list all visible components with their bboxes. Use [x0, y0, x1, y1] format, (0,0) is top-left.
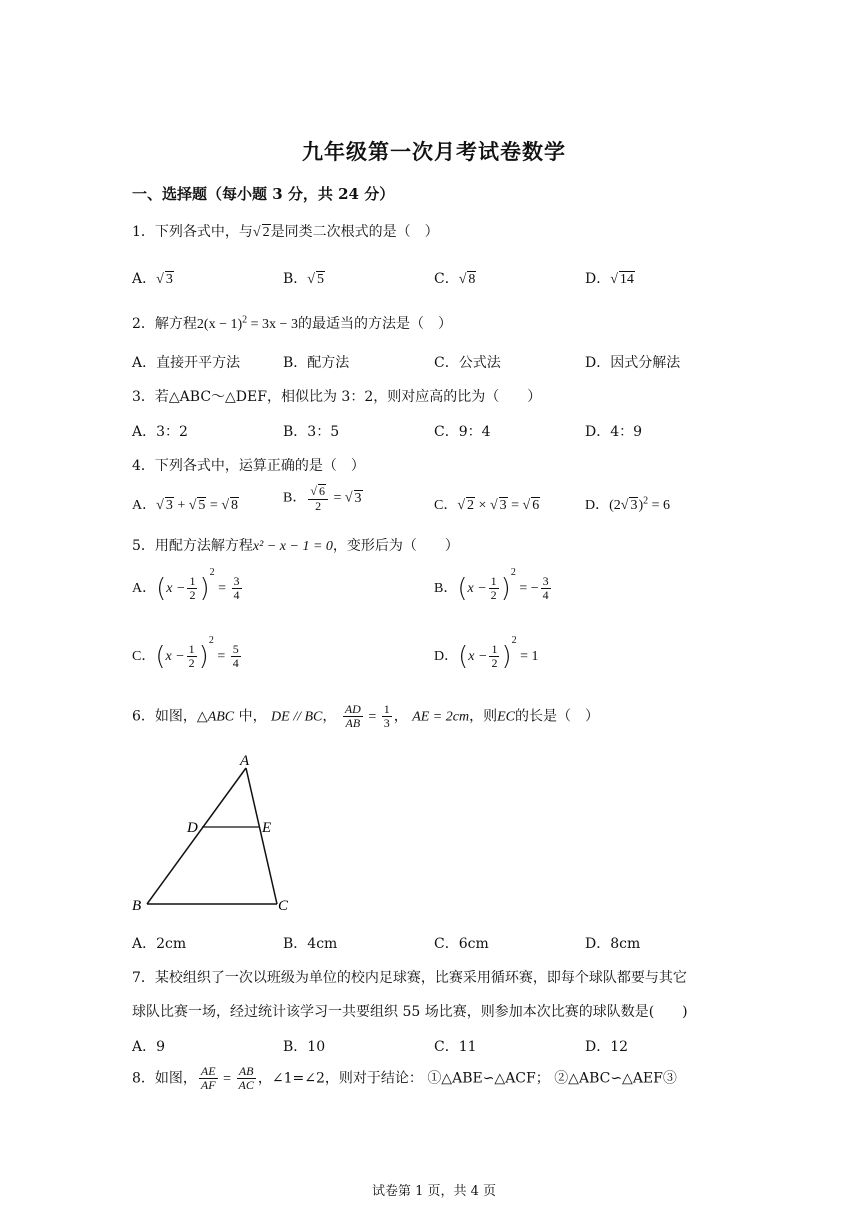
q6-parallel: DE // BC: [271, 709, 323, 725]
q8-stem-pre: 8．如图，: [132, 1070, 197, 1087]
question-6-stem: [132, 703, 599, 730]
q6-triangle: △ABC: [196, 709, 235, 725]
q5-c-var: x −: [165, 648, 185, 664]
q6-option-b-text: 4cm: [307, 936, 338, 952]
q2-option-a-text: 直接开平方法: [156, 355, 241, 371]
q4-d-rhs: = 6: [648, 498, 671, 513]
q7-option-d[interactable]: [585, 1036, 628, 1056]
q3-option-b[interactable]: [283, 421, 339, 441]
q4-a-r1: 3: [165, 498, 173, 513]
q6-option-b[interactable]: [283, 933, 337, 953]
q3-option-a[interactable]: [132, 421, 188, 441]
q5-c-exp: 2: [208, 635, 214, 646]
q4-c-eq: =: [507, 498, 523, 513]
q3-option-d-text: 4：9: [610, 424, 643, 440]
q8-angles: ，∠1=∠2，则对于结论：: [257, 1070, 423, 1087]
question-7-line2: 球队比赛一场，经过统计该学习一共要组织 55 场比赛，则参加本次比赛的球队数是( ): [132, 1004, 688, 1020]
q6-option-c[interactable]: [434, 933, 489, 953]
q6-val-num: 1: [383, 702, 390, 716]
q1-stem-post: 是同类二次根式的是（ ）: [270, 224, 439, 240]
q5-option-d-label: D．: [434, 648, 459, 664]
q4-option-c-label: C．: [434, 498, 458, 513]
q2-option-c[interactable]: [434, 352, 501, 372]
q8-eq: =: [219, 1071, 235, 1087]
q2-option-b-label: B．: [283, 355, 308, 371]
q8-f1-num: AE: [200, 1064, 216, 1078]
q4-a-op: +: [173, 498, 189, 513]
q5-option-c[interactable]: C．(x − $\frac{1}{2}$ )$^2$ = $\frac{5}{4}$: [132, 635, 239, 672]
q8-f1-den: AF: [200, 1078, 216, 1093]
q5-b-rhs-den: 4: [542, 588, 549, 603]
q7-option-d-label: D．: [585, 1039, 611, 1055]
q6-option-d-label: D．: [585, 936, 611, 952]
q2-option-c-label: C．: [434, 355, 459, 371]
q7-option-c[interactable]: [434, 1036, 477, 1056]
q6-option-a-text: 2cm: [156, 936, 187, 952]
q6-option-d-text: 8cm: [610, 936, 641, 952]
q3-option-d[interactable]: [585, 421, 642, 441]
q3-option-a-label: A．: [132, 424, 157, 440]
q2-option-a-label: A．: [132, 355, 157, 371]
q5-a-rhs-den: 4: [233, 588, 240, 603]
q1-stem-radicand: 2: [262, 225, 270, 240]
q5-b-eq: =: [515, 580, 531, 596]
q2-option-d-label: D．: [585, 355, 611, 371]
q4-c-r3: 6: [532, 498, 540, 513]
q1-option-c-value: 8: [468, 272, 476, 287]
q3-option-c-label: C．: [434, 424, 459, 440]
label-a: A: [240, 753, 250, 769]
q5-c-eq: =: [213, 648, 229, 664]
q6-mid1: 中，: [234, 708, 272, 725]
q5-b-var: x −: [467, 580, 487, 596]
q5-b-inner-num: 1: [490, 574, 497, 588]
q4-d-pre: (2: [609, 498, 621, 513]
q7-option-b-text: 10: [307, 1039, 326, 1055]
question-7-line1: 7．某校组织了一次以班级为单位的校内足球赛，比赛采用循环赛，即每个球队都要与其它: [132, 970, 687, 986]
q4-c-op: ×: [475, 498, 490, 513]
q4-option-d-label: D．: [585, 498, 610, 513]
side-ab: [147, 768, 246, 904]
q4-option-b-label: B．: [283, 490, 307, 506]
q5-a-rhs-num: 3: [233, 574, 240, 588]
label-e: E: [262, 820, 272, 836]
q6-option-a[interactable]: [132, 933, 186, 953]
q2-equation-lhs: 2(x − 1): [196, 317, 243, 332]
q5-option-b[interactable]: B．(x − $\frac{1}{2}$ )$^2$ = − $\frac{3}{4}$: [434, 567, 549, 604]
q5-b-exp: 2: [510, 567, 516, 578]
q2-equation-rhs: = 3x − 3: [247, 317, 298, 332]
q5-option-d[interactable]: D．(x − $\frac{1}{2}$ )$^2$ = 1: [434, 635, 539, 672]
q7-option-a-label: A．: [132, 1039, 157, 1055]
q3-option-b-text: 3：5: [307, 424, 340, 440]
q5-option-b-label: B．: [434, 580, 458, 596]
q5-b-rhs-num: 3: [542, 574, 549, 588]
q7-option-a-text: 9: [156, 1039, 166, 1055]
q3-option-a-text: 3：2: [156, 424, 188, 440]
question-2-stem: [132, 313, 452, 333]
question-3-stem: 3．若△ABC～△DEF，相似比为 3：2，则对应高的比为（ ）: [132, 389, 542, 405]
q5-option-a[interactable]: A．(x − $\frac{1}{2}$ )$^2$ = $\frac{3}{4}$: [132, 567, 240, 604]
q6-option-c-text: 6cm: [458, 936, 489, 952]
q5-option-c-label: C．: [132, 648, 156, 664]
q6-mid2: ，: [322, 708, 341, 725]
q4-option-d[interactable]: D．(2√ 3)$^2$ = 6: [585, 495, 671, 513]
q6-mid4: ，则: [469, 708, 498, 725]
q2-option-b[interactable]: [283, 352, 349, 372]
section-heading: 一、选择题（每小题 3 分，共 24 分）: [132, 185, 395, 203]
q1-option-b[interactable]: B．√ 5: [283, 271, 324, 287]
q4-a-r3: 8: [231, 498, 238, 513]
q4-b-den: 2: [315, 498, 322, 513]
label-d: D: [187, 820, 198, 836]
q4-c-r2: 3: [499, 498, 507, 513]
q5-c-rhs-den: 4: [232, 656, 239, 671]
q2-stem-post: 的最适当的方法是（ ）: [297, 316, 452, 332]
q4-d-post: ): [638, 498, 644, 513]
q8-conclusion-2: ②△ABC∽△AEF: [554, 1070, 663, 1087]
q4-b-eq: =: [329, 490, 345, 506]
q2-equation-exponent: 2: [242, 314, 248, 326]
q6-option-c-label: C．: [434, 936, 459, 952]
question-1-stem: 1．下列各式中，与√ 2是同类二次根式的是（ ）: [132, 224, 439, 240]
q1-option-a-value: 3: [165, 272, 173, 287]
q1-option-c-label: C．: [434, 271, 459, 287]
q3-option-c[interactable]: [434, 421, 491, 441]
q5-stem-pre: 5．用配方法解方程: [132, 538, 253, 554]
q5-d-eq: =: [516, 648, 532, 664]
q4-a-r2: 5: [198, 498, 206, 513]
label-c: C: [278, 898, 289, 914]
q5-equation: x² − x − 1 = 0: [252, 539, 333, 554]
q6-option-b-label: B．: [283, 936, 308, 952]
q7-option-c-text: 11: [458, 1039, 477, 1055]
q5-option-a-label: A．: [132, 580, 157, 596]
q6-ae: AE = 2cm: [412, 709, 470, 725]
q4-b-num: 6: [318, 484, 325, 498]
q2-option-b-text: 配方法: [307, 355, 350, 371]
side-ac: [246, 768, 277, 904]
q6-stem-pre: 6．如图，: [132, 708, 197, 725]
q1-option-b-label: B．: [283, 271, 308, 287]
q7-option-c-label: C．: [434, 1039, 459, 1055]
q5-c-rhs-num: 5: [232, 642, 239, 656]
q7-option-a[interactable]: [132, 1036, 165, 1056]
label-b: B: [132, 898, 142, 914]
q6-option-d[interactable]: [585, 933, 640, 953]
q1-option-d-label: D．: [585, 271, 611, 287]
q6-triangle-figure: [125, 748, 295, 918]
q1-option-b-value: 5: [316, 272, 324, 287]
q2-stem-pre: 2．解方程: [132, 316, 197, 332]
q4-option-a-label: A．: [132, 498, 157, 513]
q4-a-eq: =: [206, 498, 222, 513]
q6-eq: =: [364, 709, 380, 725]
q8-conclusion-3: ③: [662, 1070, 677, 1087]
q1-option-c[interactable]: C．√ 8: [434, 271, 476, 287]
q6-option-a-label: A．: [132, 936, 157, 952]
q4-option-b[interactable]: B． $\frac{√ 6}{2}$ = √ 3: [283, 484, 362, 513]
q3-option-d-label: D．: [585, 424, 611, 440]
q4-b-r: 3: [354, 490, 362, 506]
q6-frac-num: AD: [344, 702, 361, 716]
q4-option-c[interactable]: C．√ 2 × √ 3 = √ 6: [434, 498, 540, 513]
q1-option-d-value: 14: [619, 272, 634, 287]
q8-f2-num: AB: [237, 1065, 256, 1079]
page-title: 九年级第一次月考试卷数学: [302, 139, 566, 164]
question-8-stem: [132, 1065, 677, 1092]
q5-stem-post: ，变形后为（ ）: [332, 538, 459, 554]
q5-a-exp: 2: [209, 567, 215, 578]
q3-option-c-text: 9：4: [458, 424, 491, 440]
q5-a-inner-den: 2: [189, 588, 196, 603]
q5-d-inner-den: 2: [491, 656, 498, 671]
q5-d-var: x −: [468, 648, 488, 664]
q6-stem-post: 的长是（ ）: [514, 708, 599, 725]
q5-c-inner-den: 2: [188, 656, 195, 671]
q6-frac-den: AB: [345, 716, 361, 731]
q5-a-eq: =: [214, 580, 230, 596]
q4-d-exp: 2: [643, 495, 649, 507]
q5-a-inner-num: 1: [189, 574, 196, 588]
q6-ec: EC: [497, 709, 515, 725]
q4-d-r: 3: [630, 498, 638, 513]
q5-c-inner-num: 1: [188, 642, 195, 656]
q2-option-d-text: 因式分解法: [610, 355, 681, 371]
q5-d-rhs: 1: [531, 648, 539, 664]
q2-option-c-text: 公式法: [458, 355, 501, 371]
q7-option-b-label: B．: [283, 1039, 308, 1055]
q7-option-d-text: 12: [610, 1039, 629, 1055]
page-footer: 试卷第 1 页，共 4 页: [371, 1184, 497, 1199]
q1-option-d[interactable]: D．√ 14: [585, 271, 634, 287]
q3-option-b-label: B．: [283, 424, 308, 440]
q5-b-sign: −: [530, 580, 539, 596]
q7-option-b[interactable]: [283, 1036, 325, 1056]
q4-c-r1: 2: [467, 498, 475, 513]
q1-option-a-label: A．: [132, 271, 157, 287]
q1-stem-pre: 1．下列各式中，与: [132, 224, 253, 240]
q5-d-exp: 2: [511, 635, 517, 646]
q8-conclusion-1: ①△ABE∽△ACF；: [427, 1070, 550, 1087]
q5-d-inner-num: 1: [491, 642, 498, 656]
q5-b-inner-den: 2: [490, 588, 497, 603]
q4-option-a[interactable]: A．√ 3 + √ 5 = √ 8: [132, 498, 238, 513]
q1-option-a[interactable]: A．√ 3: [132, 271, 173, 287]
q6-mid3: ，: [393, 708, 413, 725]
question-5-stem: [132, 535, 459, 555]
q5-a-var: x −: [166, 580, 186, 596]
q6-val-den: 3: [383, 716, 390, 731]
q2-option-d[interactable]: [585, 352, 680, 372]
q8-f2-den: AC: [238, 1078, 254, 1093]
q2-option-a[interactable]: [132, 352, 240, 372]
question-4-stem: 4．下列各式中，运算正确的是（ ）: [132, 458, 365, 474]
